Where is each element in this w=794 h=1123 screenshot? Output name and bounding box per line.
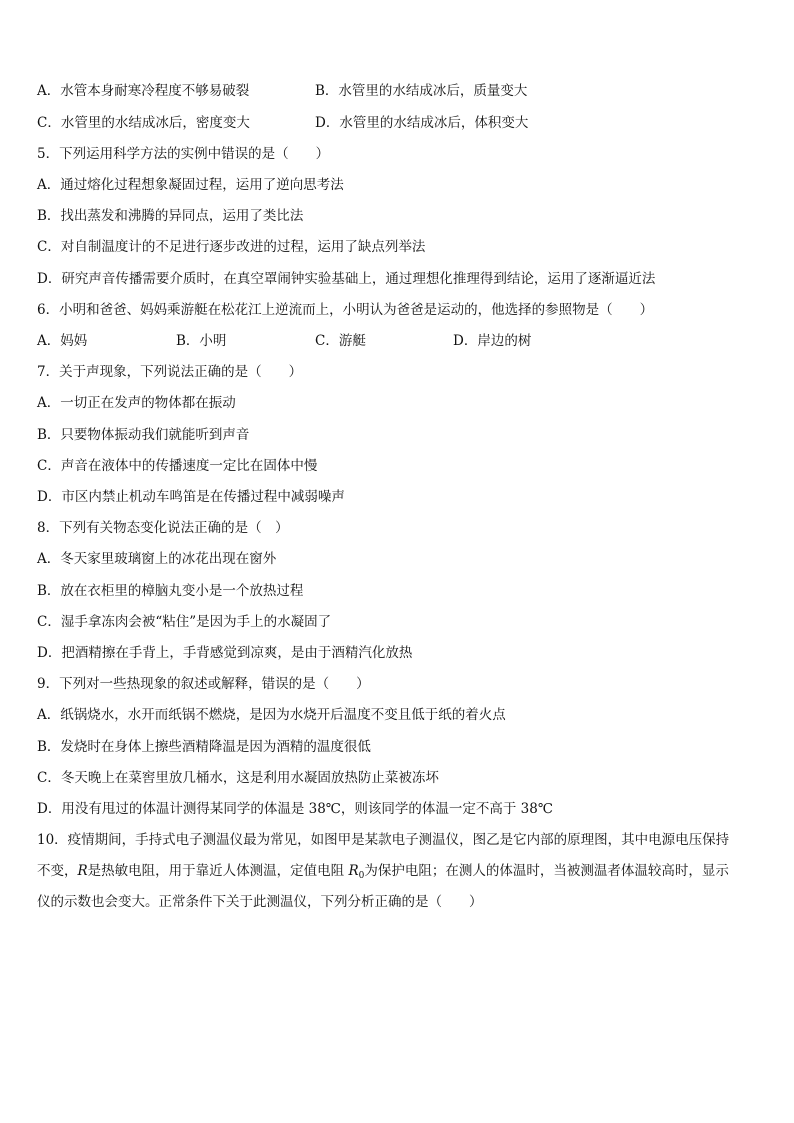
q10-stem-line2 xyxy=(37,862,729,880)
q7-option-b: B．只要物体振动我们就能听到声音 xyxy=(37,427,250,443)
q10-text: 是热敏电阻，用于靠近人体测温，定值电阻 xyxy=(87,863,349,879)
q10-stem-line1: 10．疫情期间，手持式电子测温仪最为常见，如图甲是某款电子测温仪，图乙是它内部的原理图，其中电源电压保持 xyxy=(37,832,730,848)
q7-option-a: A．一切正在发声的物体都在振动 xyxy=(37,395,236,411)
q6-option-a: A．妈妈 xyxy=(37,333,88,349)
q9-option-c: C．冬天晚上在菜窖里放几桶水，这是利用水凝固放热防止菜被冻坏 xyxy=(37,770,439,786)
q8-stem: 8．下列有关物态变化说法正确的是（ ） xyxy=(37,520,289,536)
q6-option-c: C．游艇 xyxy=(315,333,366,349)
q5-option-c: C．对自制温度计的不足进行逐步改进的过程，运用了缺点列举法 xyxy=(37,239,426,255)
q8-option-c: C．湿手拿冻肉会被“粘住”是因为手上的水凝固了 xyxy=(37,614,332,630)
q6-option-d: D．岸边的树 xyxy=(453,333,532,349)
q4-option-d: D．水管里的水结成冰后，体积变大 xyxy=(315,115,529,131)
q8-option-d: D．把酒精擦在手背上，手背感觉到凉爽，是由于酒精汽化放热 xyxy=(37,645,413,661)
q10-symbol-r0-subscript: 0 xyxy=(358,871,365,881)
q9-stem: 9．下列对一些热现象的叙述或解释，错误的是（ ） xyxy=(37,676,370,692)
q5-option-a: A．通过熔化过程想象凝固过程，运用了逆向思考法 xyxy=(37,177,344,193)
q10-text: 为保护电阻；在测人的体温时，当被测温者体温较高时，显示 xyxy=(364,863,729,879)
q7-option-d: D．市区内禁止机动车鸣笛是在传播过程中减弱噪声 xyxy=(37,489,345,505)
q4-option-b: B．水管里的水结成冰后，质量变大 xyxy=(315,83,528,99)
q9-option-b: B．发烧时在身体上擦些酒精降温是因为酒精的温度很低 xyxy=(37,739,371,755)
q9-option-a: A．纸锅烧水，水开而纸锅不燃烧，是因为水烧开后温度不变且低于纸的着火点 xyxy=(37,707,506,723)
q8-option-b: B．放在衣柜里的樟脑丸变小是一个放热过程 xyxy=(37,583,304,599)
q7-option-c: C．声音在液体中的传播速度一定比在固体中慢 xyxy=(37,458,318,474)
q10-symbol-r0: R xyxy=(348,863,359,879)
q10-symbol-r: R xyxy=(77,863,88,879)
q4-option-a: A．水管本身耐寒冷程度不够易破裂 xyxy=(37,83,250,99)
q10-text: 不变， xyxy=(37,863,78,879)
q9-option-d: D．用没有甩过的体温计测得某同学的体温是 38℃，则该同学的体温一定不高于 38℃ xyxy=(37,801,553,817)
q6-stem: 6．小明和爸爸、妈妈乘游艇在松花江上逆流而上，小明认为爸爸是运动的，他选择的参照物是（ ） xyxy=(37,302,654,318)
q5-option-b: B．找出蒸发和沸腾的异同点，运用了类比法 xyxy=(37,208,304,224)
q6-option-b: B．小明 xyxy=(176,333,227,349)
q10-stem-line3: 仪的示数也会变大。正常条件下关于此测温仪，下列分析正确的是（ ） xyxy=(37,894,483,910)
q5-stem: 5．下列运用科学方法的实例中错误的是（ ） xyxy=(37,146,330,162)
q7-stem: 7．关于声现象，下列说法正确的是（ ） xyxy=(37,364,303,380)
q4-option-c: C．水管里的水结成冰后，密度变大 xyxy=(37,115,250,131)
q5-option-d: D．研究声音传播需要介质时，在真空罩闹钟实验基础上，通过理想化推理得到结论，运用了逐渐逼近法 xyxy=(37,271,656,287)
q8-option-a: A．冬天家里玻璃窗上的冰花出现在窗外 xyxy=(37,551,277,567)
